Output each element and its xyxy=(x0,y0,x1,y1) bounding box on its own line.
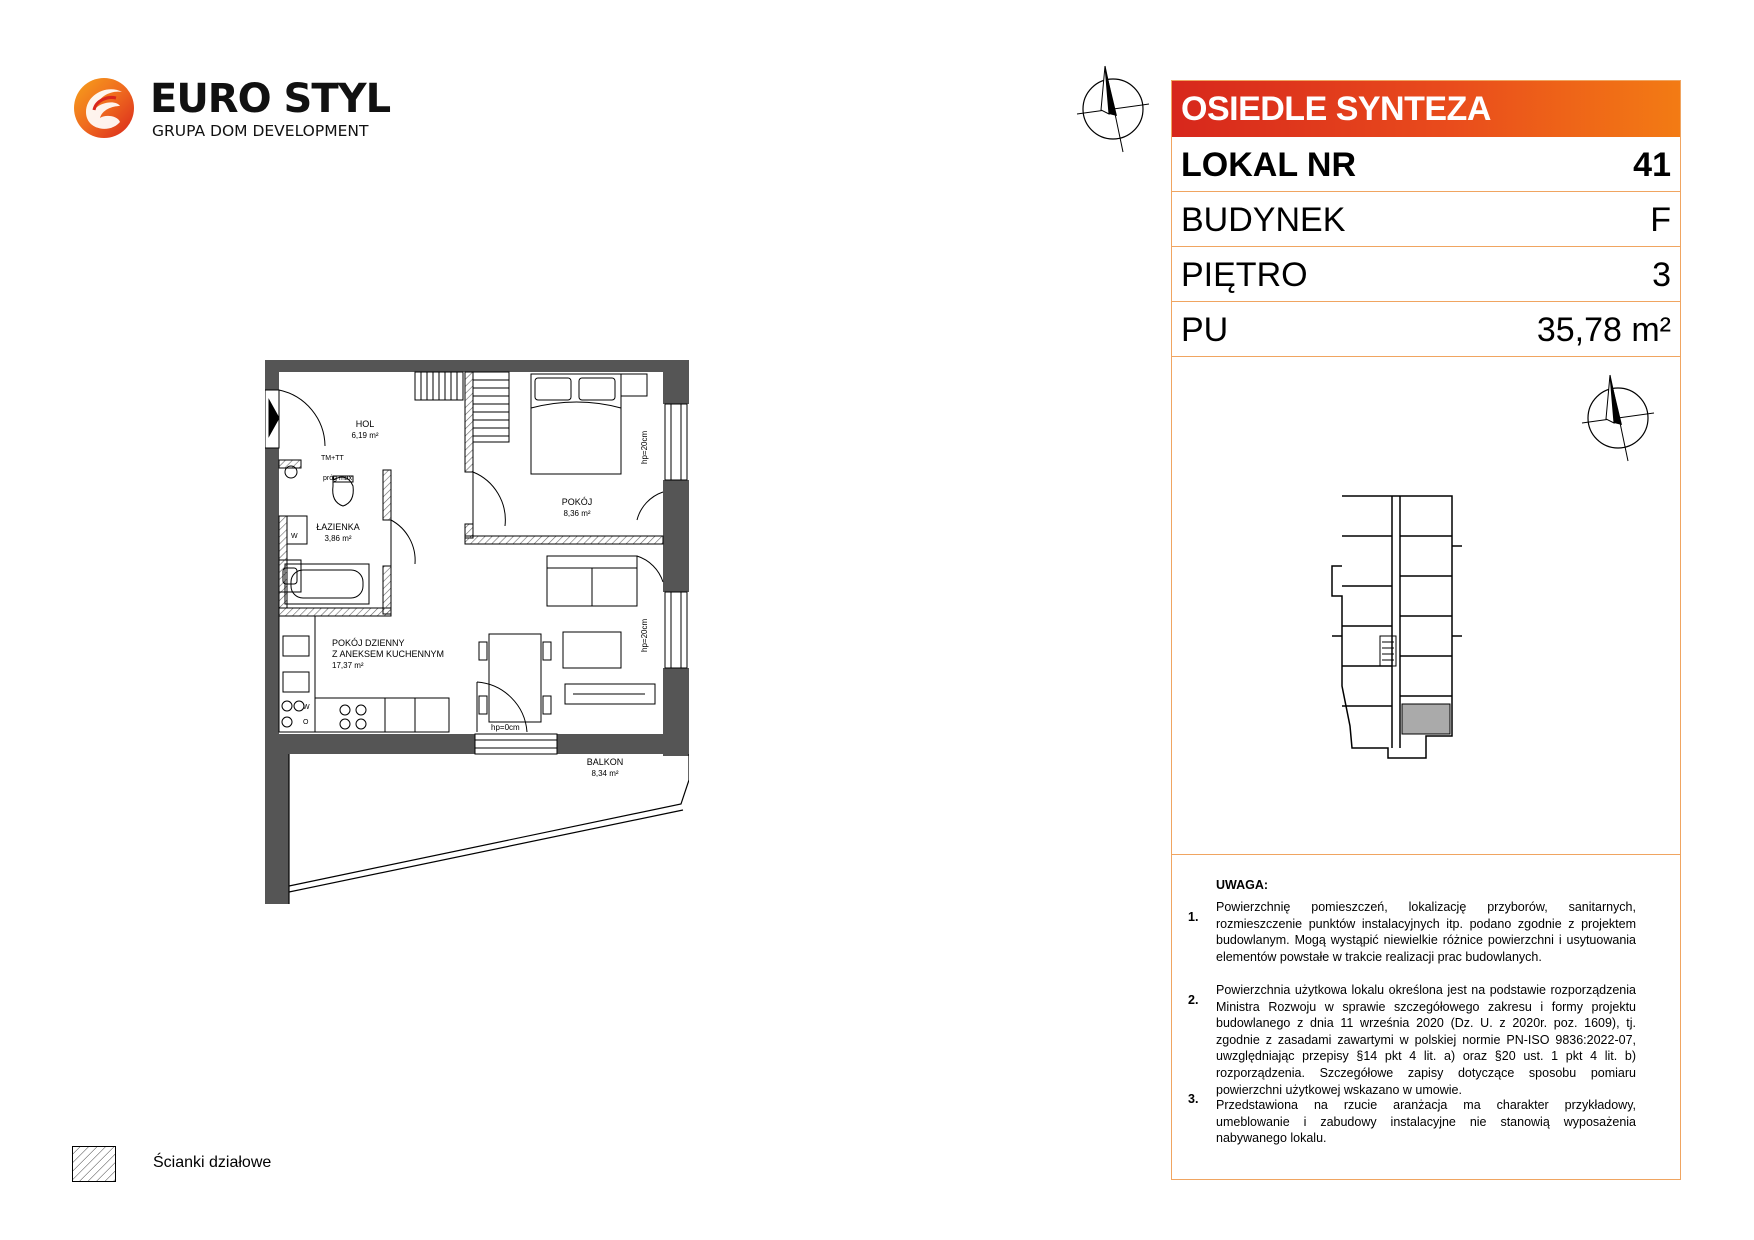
annotation-prog: próg max xyxy=(323,475,353,482)
panel-header xyxy=(1172,81,1680,137)
room-lazienka-area: 3,86 m² xyxy=(324,534,352,543)
note-number: 2. xyxy=(1188,993,1199,1007)
annotation-o1: O xyxy=(303,719,309,726)
row-value: 3 xyxy=(1652,256,1671,294)
note-text: Powierzchnię pomieszczeń, lokalizację przyborów, sanitarnych, rozmieszczenie punktów instalacyjnych itp. podano zgodnie z projektem budowlanym. Mogą wystąpić niewielkie różnice powierzchni i usytuowania elementów powstałe w trakcie realizacji prac budowlanych. xyxy=(1216,900,1636,964)
row-key: PIĘTRO xyxy=(1181,256,1308,294)
logo-subtitle-text: GRUPA DOM DEVELOPMENT xyxy=(152,122,369,140)
room-lazienka-name: ŁAZIENKA xyxy=(316,522,360,532)
row-pietro xyxy=(1172,247,1680,302)
note-text: Przedstawiona na rzucie aranżacja ma charakter przykładowy, umeblowanie i zabudowy instalacyjne nie stanowią wyposażenia nabywanego lokalu. xyxy=(1216,1098,1636,1146)
entrance-door xyxy=(265,390,325,448)
building-key-plan xyxy=(1322,486,1522,806)
north-arrow-icon xyxy=(1075,64,1155,154)
annotation-hp-window1: hp=20cm xyxy=(640,430,649,464)
estate-title: OSIEDLE SYNTEZA xyxy=(1181,90,1491,128)
dining-table xyxy=(479,632,655,722)
info-panel xyxy=(1171,80,1681,1180)
annotation-hp-window2: hp=20cm xyxy=(640,618,649,652)
row-key: LOKAL NR xyxy=(1181,146,1357,184)
north-arrow-small-icon xyxy=(1580,373,1660,463)
eurostyl-logo xyxy=(72,76,392,142)
legend-label: Ścianki działowe xyxy=(153,1154,272,1171)
bed xyxy=(531,374,647,474)
kitchen-counter xyxy=(279,616,449,732)
row-value: 35,78 m² xyxy=(1536,311,1671,349)
notes-title: UWAGA: xyxy=(1216,878,1269,892)
room-dzienny-name2: Z ANEKSEM KUCHENNYM xyxy=(332,649,445,659)
room-hol-name: HOL xyxy=(355,419,375,429)
note-number: 3. xyxy=(1188,1092,1199,1106)
room-dzienny-area: 17,37 m² xyxy=(332,661,364,670)
annotation-tmt: TM+TT xyxy=(321,455,344,462)
floor-plan xyxy=(265,360,689,904)
row-budynek xyxy=(1172,192,1680,247)
room-balkon-name: BALKON xyxy=(586,757,624,767)
row-lokal-nr xyxy=(1172,137,1680,192)
wardrobes xyxy=(415,372,509,442)
annotation-w1: W xyxy=(291,533,298,540)
room-pokoj-name: POKÓJ xyxy=(561,497,593,507)
note-text: Powierzchnia użytkowa lokalu określona jest na podstawie rozporządzenia Ministra Rozwoju w sprawie szczegółowego zakresu i formy projektu budowlanego z dnia 11 września 2020 (Dz. U. z 2020r. poz. 1609), tj. zgodnie z zasadami zawartymi w polskiej normie PN-ISO 9836:2022-07, uwzględniając przepisy §14 pkt 4 lit. a) oraz §20 ust. 1 pkt 4 lit. b) rozporządzenia. Szczegółowe zapisy dotyczące sposobu pomiaru powierzchni użytkowej wskazano w umowie. xyxy=(1216,983,1636,1097)
interior-doors xyxy=(391,472,663,732)
row-value: 41 xyxy=(1633,146,1671,184)
room-dzienny-name: POKÓJ DZIENNY xyxy=(332,638,405,648)
logo-mark-icon xyxy=(72,76,136,140)
note-number: 1. xyxy=(1188,910,1199,924)
row-key: BUDYNEK xyxy=(1181,201,1346,239)
legend-hatch-swatch xyxy=(72,1146,116,1182)
notes-divider xyxy=(1172,854,1680,855)
room-hol-area: 6,19 m² xyxy=(351,431,379,440)
partition-walls xyxy=(279,372,663,616)
annotation-hp-door: hp=0cm xyxy=(491,723,520,732)
sofa xyxy=(547,556,637,606)
balcony xyxy=(289,754,689,904)
row-pu xyxy=(1172,302,1680,357)
row-key: PU xyxy=(1181,311,1229,349)
room-balkon-area: 8,34 m² xyxy=(591,769,619,778)
room-pokoj-area: 8,36 m² xyxy=(563,509,591,518)
annotation-w2: W xyxy=(303,704,310,711)
row-value: F xyxy=(1650,201,1671,239)
logo-brand-text: EURO STYL xyxy=(150,76,391,122)
